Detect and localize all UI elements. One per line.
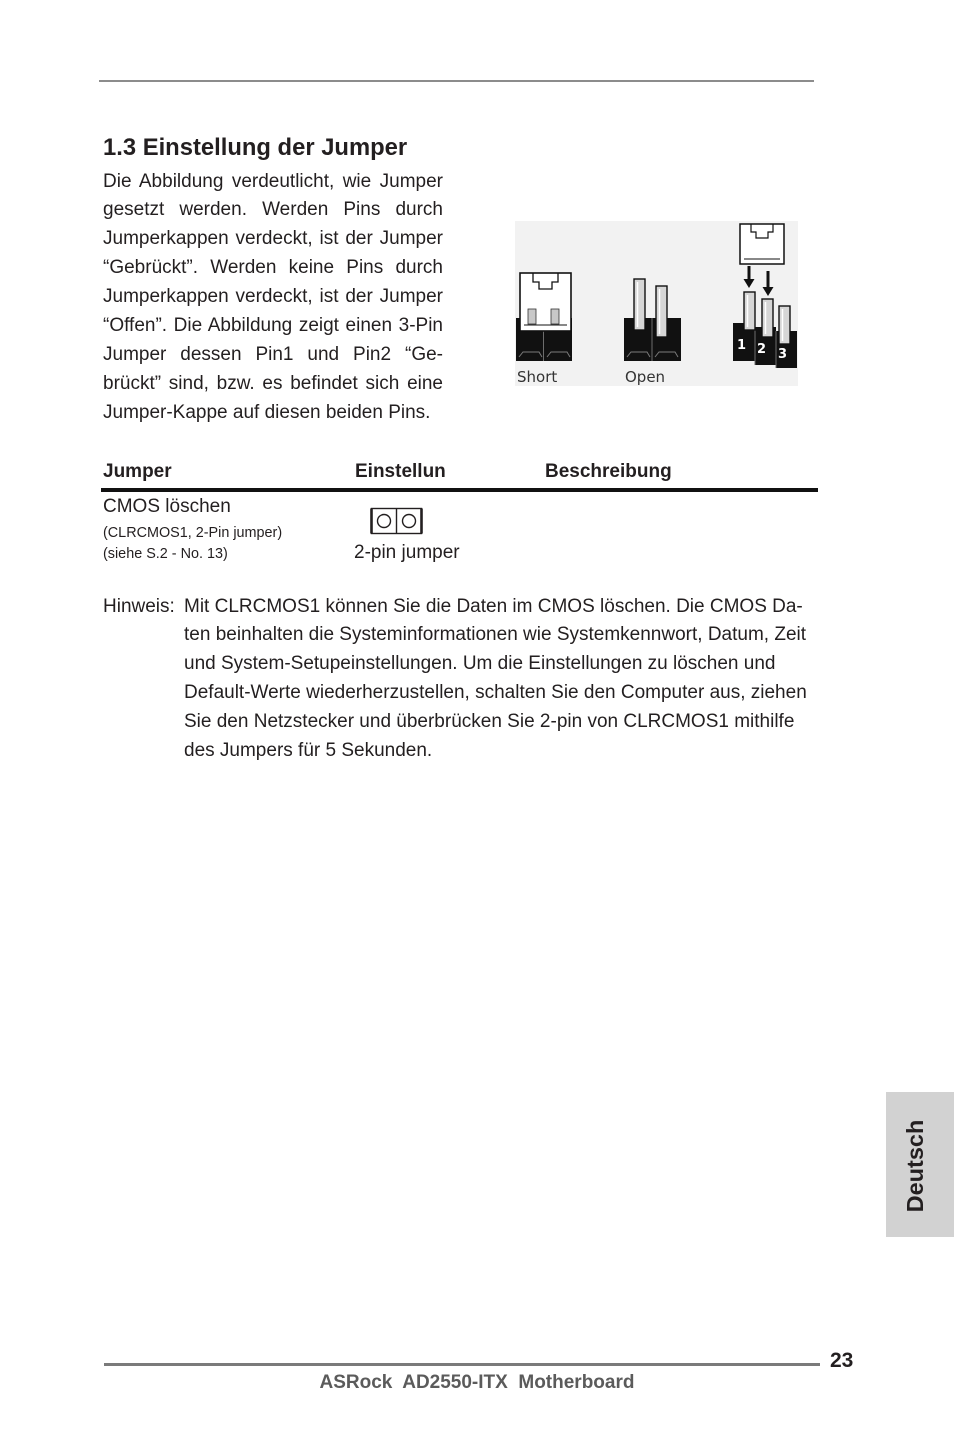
two-pin-jumper-icon [370,507,423,535]
section-heading: 1.3 Einstellung der Jumper [103,134,408,161]
intro-line: Jumper-Kappe auf diesen beiden Pins. [103,401,431,423]
open-jumper-pin-1 [634,279,645,330]
intro-line: “Offen”. Die Abbildung zeigt einen 3-Pin [103,314,443,336]
note-line: Mit CLRCMOS1 können Sie die Daten im CMOS löschen. Die CMOS Da- [184,595,803,617]
note-line: des Jumpers für 5 Sekunden. [184,739,433,761]
open-jumper-pin-2 [656,286,667,337]
table-header-description: Beschreibung [545,461,672,482]
note-text [184,593,844,766]
three-pin-jumper-pin-1 [744,292,755,330]
short-label: Short [517,368,558,386]
three-pin-jumper-cap [740,224,784,264]
intro-paragraph [103,168,443,428]
row-detail-line: (siehe S.2 - No. 13) [103,545,228,562]
note-line: und System-Setupeinstellungen. Um die Einstellungen zu löschen und [184,653,776,675]
footer-title: ASRock AD2550-ITX Motherboard [319,1372,635,1393]
top-rule [99,80,814,82]
three-pin-jumper-pin-3 [779,306,790,344]
short-jumper-pin-2 [551,309,559,324]
short-jumper-cap [520,273,571,331]
pin-number-1: 1 [737,338,747,353]
table-header-rule [101,488,818,492]
row-detail-line: (CLRCMOS1, 2-Pin jumper) [103,524,283,541]
intro-line: Die Abbildung verdeutlicht, wie Jumper [103,170,443,192]
open-jumper-base [624,318,681,361]
intro-line: Jumper dessen Pin1 und Pin2 “Ge- [103,343,443,365]
table-header-setting: Einstellun [355,461,446,482]
intro-line: gesetzt werden. Werden Pins durch [103,199,443,221]
pin-number-3: 3 [778,347,788,362]
row-jumper-name: CMOS löschen [103,496,231,517]
intro-line: Jumperkappen verdeckt, ist der Jumper [103,286,443,308]
language-tab-label: Deutsch [902,1119,928,1213]
note-line: Sie den Netzstecker und überbrücken Sie 2-pin von CLRCMOS1 mithilfe [184,710,795,732]
table-header-jumper: Jumper [103,461,172,482]
intro-line: brückt” sind, bzw. es befindet sich eine [103,372,443,394]
page-number: 23 [830,1349,854,1372]
row-jumper-details [103,523,282,565]
intro-line: “Gebrückt”. Werden keine Pins durch [103,257,443,279]
open-label: Open [625,368,666,386]
note-line: ten beinhalten die Systeminformationen wie Systemkennwort, Datum, Zeit [184,624,807,646]
intro-line: Jumperkappen verdeckt, ist der Jumper [103,228,443,250]
three-pin-jumper-pin-2 [762,299,773,337]
pin-number-2: 2 [757,342,767,357]
row-setting-label: 2-pin jumper [354,542,460,563]
short-jumper-pin-1 [528,309,536,324]
jumper-diagram [515,221,798,386]
note-label: Hinweis: [103,595,175,617]
short-jumper [516,273,572,361]
footer-rule [104,1363,820,1366]
language-side-tab [886,1092,954,1237]
note-line: Default-Werte wiederherzustellen, schalten Sie den Computer aus, ziehen [184,681,807,703]
